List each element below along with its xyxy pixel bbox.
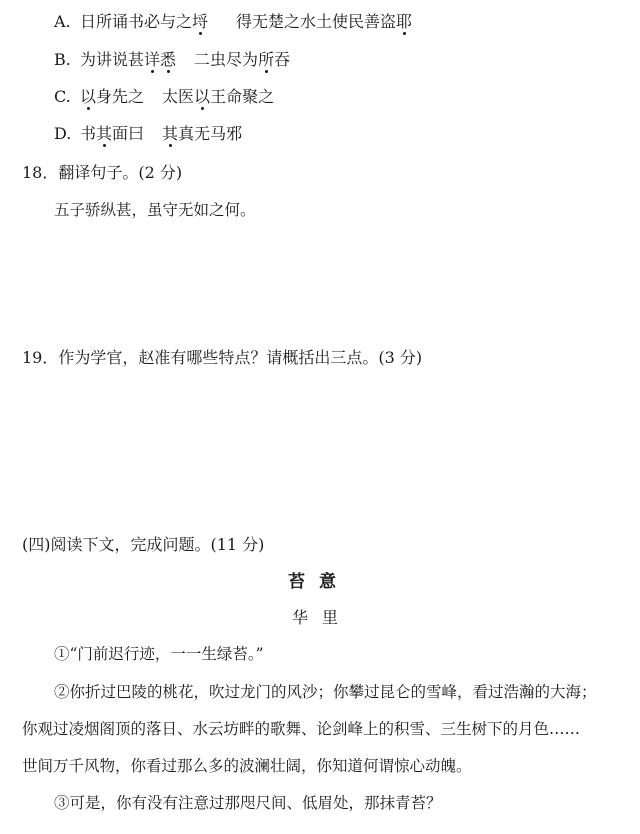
paragraph-2-line-1: ②你折过巴陵的桃花，吹过龙门的风沙；你攀过昆仑的雪峰，看过浩瀚的大海； — [54, 683, 597, 701]
option-letter: C. — [54, 87, 71, 106]
option-d-right: 其真无马邪 — [162, 124, 243, 143]
emphasis-char: 详 — [144, 50, 161, 69]
emphasis-char: 悉 — [160, 50, 177, 69]
emphasis-char: 其 — [96, 124, 113, 143]
option-c-left: 以身先之 — [80, 87, 145, 106]
emphasis-char: 以 — [80, 87, 97, 106]
section-4-header: (四)阅读下文，完成问题。(11 分) — [22, 535, 265, 554]
option-letter: B. — [54, 50, 71, 69]
emphasis-char: 以 — [194, 87, 211, 106]
option-b — [54, 49, 290, 71]
option-a-left: 日所诵书必与之埒 — [80, 12, 209, 31]
option-a-right: 得无楚之水土使民善盗耶 — [236, 12, 413, 31]
emphasis-char: 埒 — [192, 12, 209, 31]
option-b-right: 二虫尽为所吞 — [194, 50, 291, 69]
option-letter: A. — [54, 12, 71, 31]
option-a — [54, 11, 412, 33]
question-18-prompt: 18．翻译句子。(2 分) — [22, 163, 183, 182]
paragraph-1: ①“门前迟行迹，一一生绿苔。” — [54, 645, 264, 663]
essay-title: 苔意 — [288, 572, 350, 592]
option-d — [54, 123, 242, 145]
emphasis-char: 耶 — [396, 12, 413, 31]
option-c — [54, 86, 274, 108]
option-d-left: 书其面曰 — [80, 124, 145, 143]
paragraph-2-line-3: 世间万千风物，你看过那么多的波澜壮阔，你知道何谓惊心动魄。 — [22, 757, 472, 775]
question-19-prompt: 19．作为学官，赵准有哪些特点？请概括出三点。(3 分) — [22, 348, 423, 367]
emphasis-char: 其 — [162, 124, 179, 143]
essay-author: 华里 — [292, 608, 353, 627]
option-letter: D. — [54, 124, 72, 143]
option-b-left: 为讲说甚详悉 — [80, 50, 177, 69]
option-c-right: 太医以王命聚之 — [162, 87, 275, 106]
question-18-sentence: 五子骄纵甚，虽守无如之何。 — [54, 201, 256, 219]
paragraph-2-line-2: 你观过凌烟阁顶的落日、水云坊畔的歌舞、论剑峰上的积雪、三生树下的月色…… — [22, 720, 581, 738]
paragraph-3: ③可是，你有没有注意过那咫尺间、低眉处，那抹青苔？ — [54, 794, 442, 812]
emphasis-char: 所 — [258, 50, 275, 69]
